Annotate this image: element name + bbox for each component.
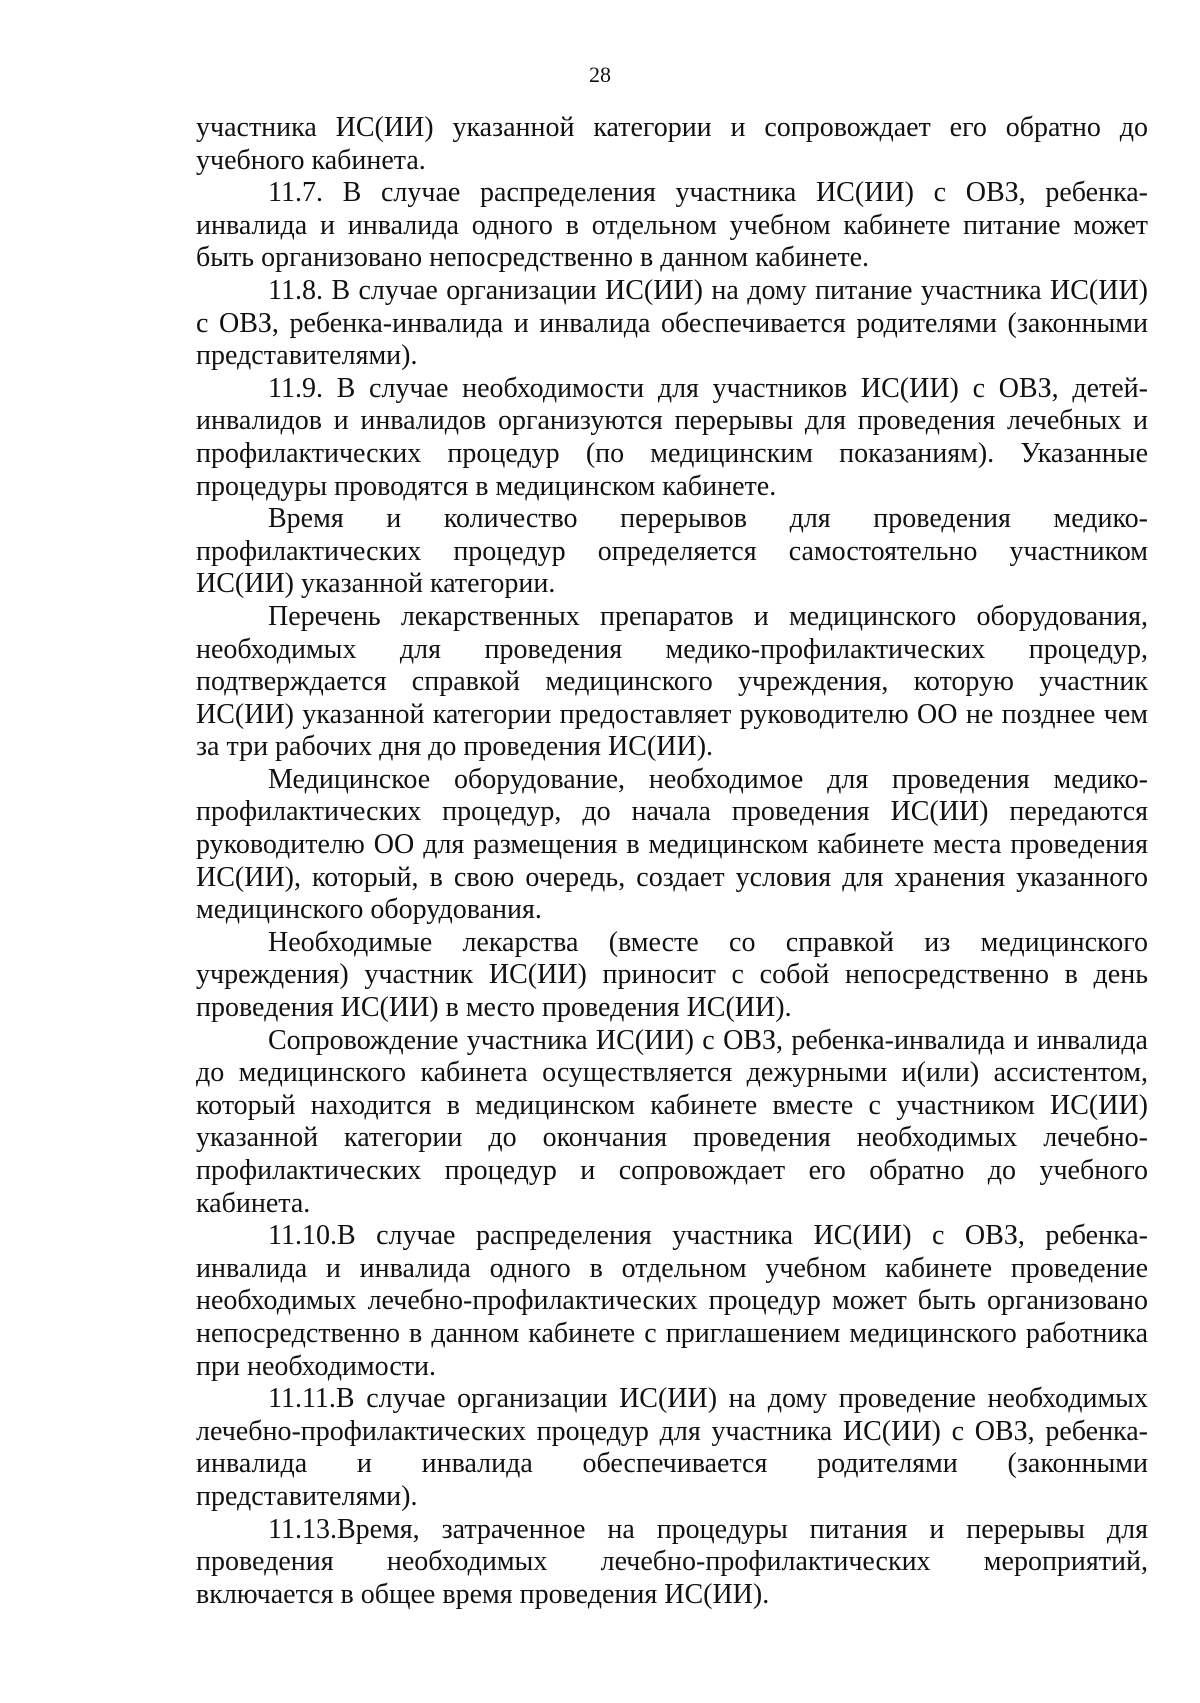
paragraph-11-8: 11.8. В случае организации ИС(ИИ) на дому питание участника ИС(ИИ) с ОВЗ, ребенка-инвалида и инвалида обеспечивается родителями (законными представителями). [196, 274, 1148, 372]
paragraph-11-10: 11.10.В случае распределения участника ИС(ИИ) с ОВЗ, ребенка-инвалида и инвалида одного в отдельном учебном кабинете проведение необходимых лечебно-профилактических процедур может быть организовано непосредственно в данном кабинете с приглашением медицинского работника при необходимости. [196, 1220, 1148, 1382]
page-number: 28 [589, 62, 611, 87]
paragraph-11-9: 11.9. В случае необходимости для участников ИС(ИИ) с ОВЗ, детей-инвалидов и инвалидов организуются перерывы для проведения лечебных и профилактических процедур (по медицинским показаниям). Указанные процедуры проводятся в медицинском кабинете. [196, 372, 1148, 502]
document-body [196, 112, 1148, 1611]
paragraph-break-time: Время и количество перерывов для проведения медико-профилактических процедур определяется самостоятельно участником ИС(ИИ) указанной категории. [196, 503, 1148, 600]
paragraph-medical-equipment: Медицинское оборудование, необходимое для проведения медико-профилактических процедур, до начала проведения ИС(ИИ) передаются руководителю ОО для размещения в медицинском кабинете места проведения ИС(ИИ), который, в свою очередь, создает условия для хранения указанного медицинского оборудования. [196, 763, 1148, 926]
paragraph-continuation: участника ИС(ИИ) указанной категории и сопровождает его обратно до учебного кабинета. [196, 112, 1148, 176]
paragraph-medications: Необходимые лекарства (вместе со справкой из медицинского учреждения) участник ИС(ИИ) приносит с собой непосредственно в день проведения ИС(ИИ) в место проведения ИС(ИИ). [196, 926, 1148, 1024]
paragraph-11-13: 11.13.Время, затраченное на процедуры питания и перерывы для проведения необходимых лечебно-профилактических мероприятий, включается в общее время проведения ИС(ИИ). [196, 1513, 1148, 1610]
paragraph-11-11: 11.11.В случае организации ИС(ИИ) на дому проведение необходимых лечебно-профилактических процедур для участника ИС(ИИ) с ОВЗ, ребенка-инвалида и инвалида обеспечивается родителями (законными представителями). [196, 1383, 1148, 1512]
paragraph-escort: Сопровождение участника ИС(ИИ) с ОВЗ, ребенка-инвалида и инвалида до медицинского кабинета осуществляется дежурными и(или) ассистентом, который находится в медицинском кабинете вместе с участником ИС(ИИ) указанной категории до окончания проведения необходимых лечебно-профилактических процедур и сопровождает его обратно до учебного кабинета. [196, 1024, 1148, 1219]
paragraph-11-7: 11.7. В случае распределения участника ИС(ИИ) с ОВЗ, ребенка-инвалида и инвалида одного в отдельном учебном кабинете питание может быть организовано непосредственно в данном кабинете. [196, 177, 1148, 274]
paragraph-medication-list: Перечень лекарственных препаратов и медицинского оборудования, необходимых для проведения медико-профилактических процедур, подтверждается справкой медицинского учреждения, которую участник ИС(ИИ) указанной категории предоставляет руководителю ОО не позднее чем за три рабочих дня до проведения ИС(ИИ). [196, 600, 1148, 763]
